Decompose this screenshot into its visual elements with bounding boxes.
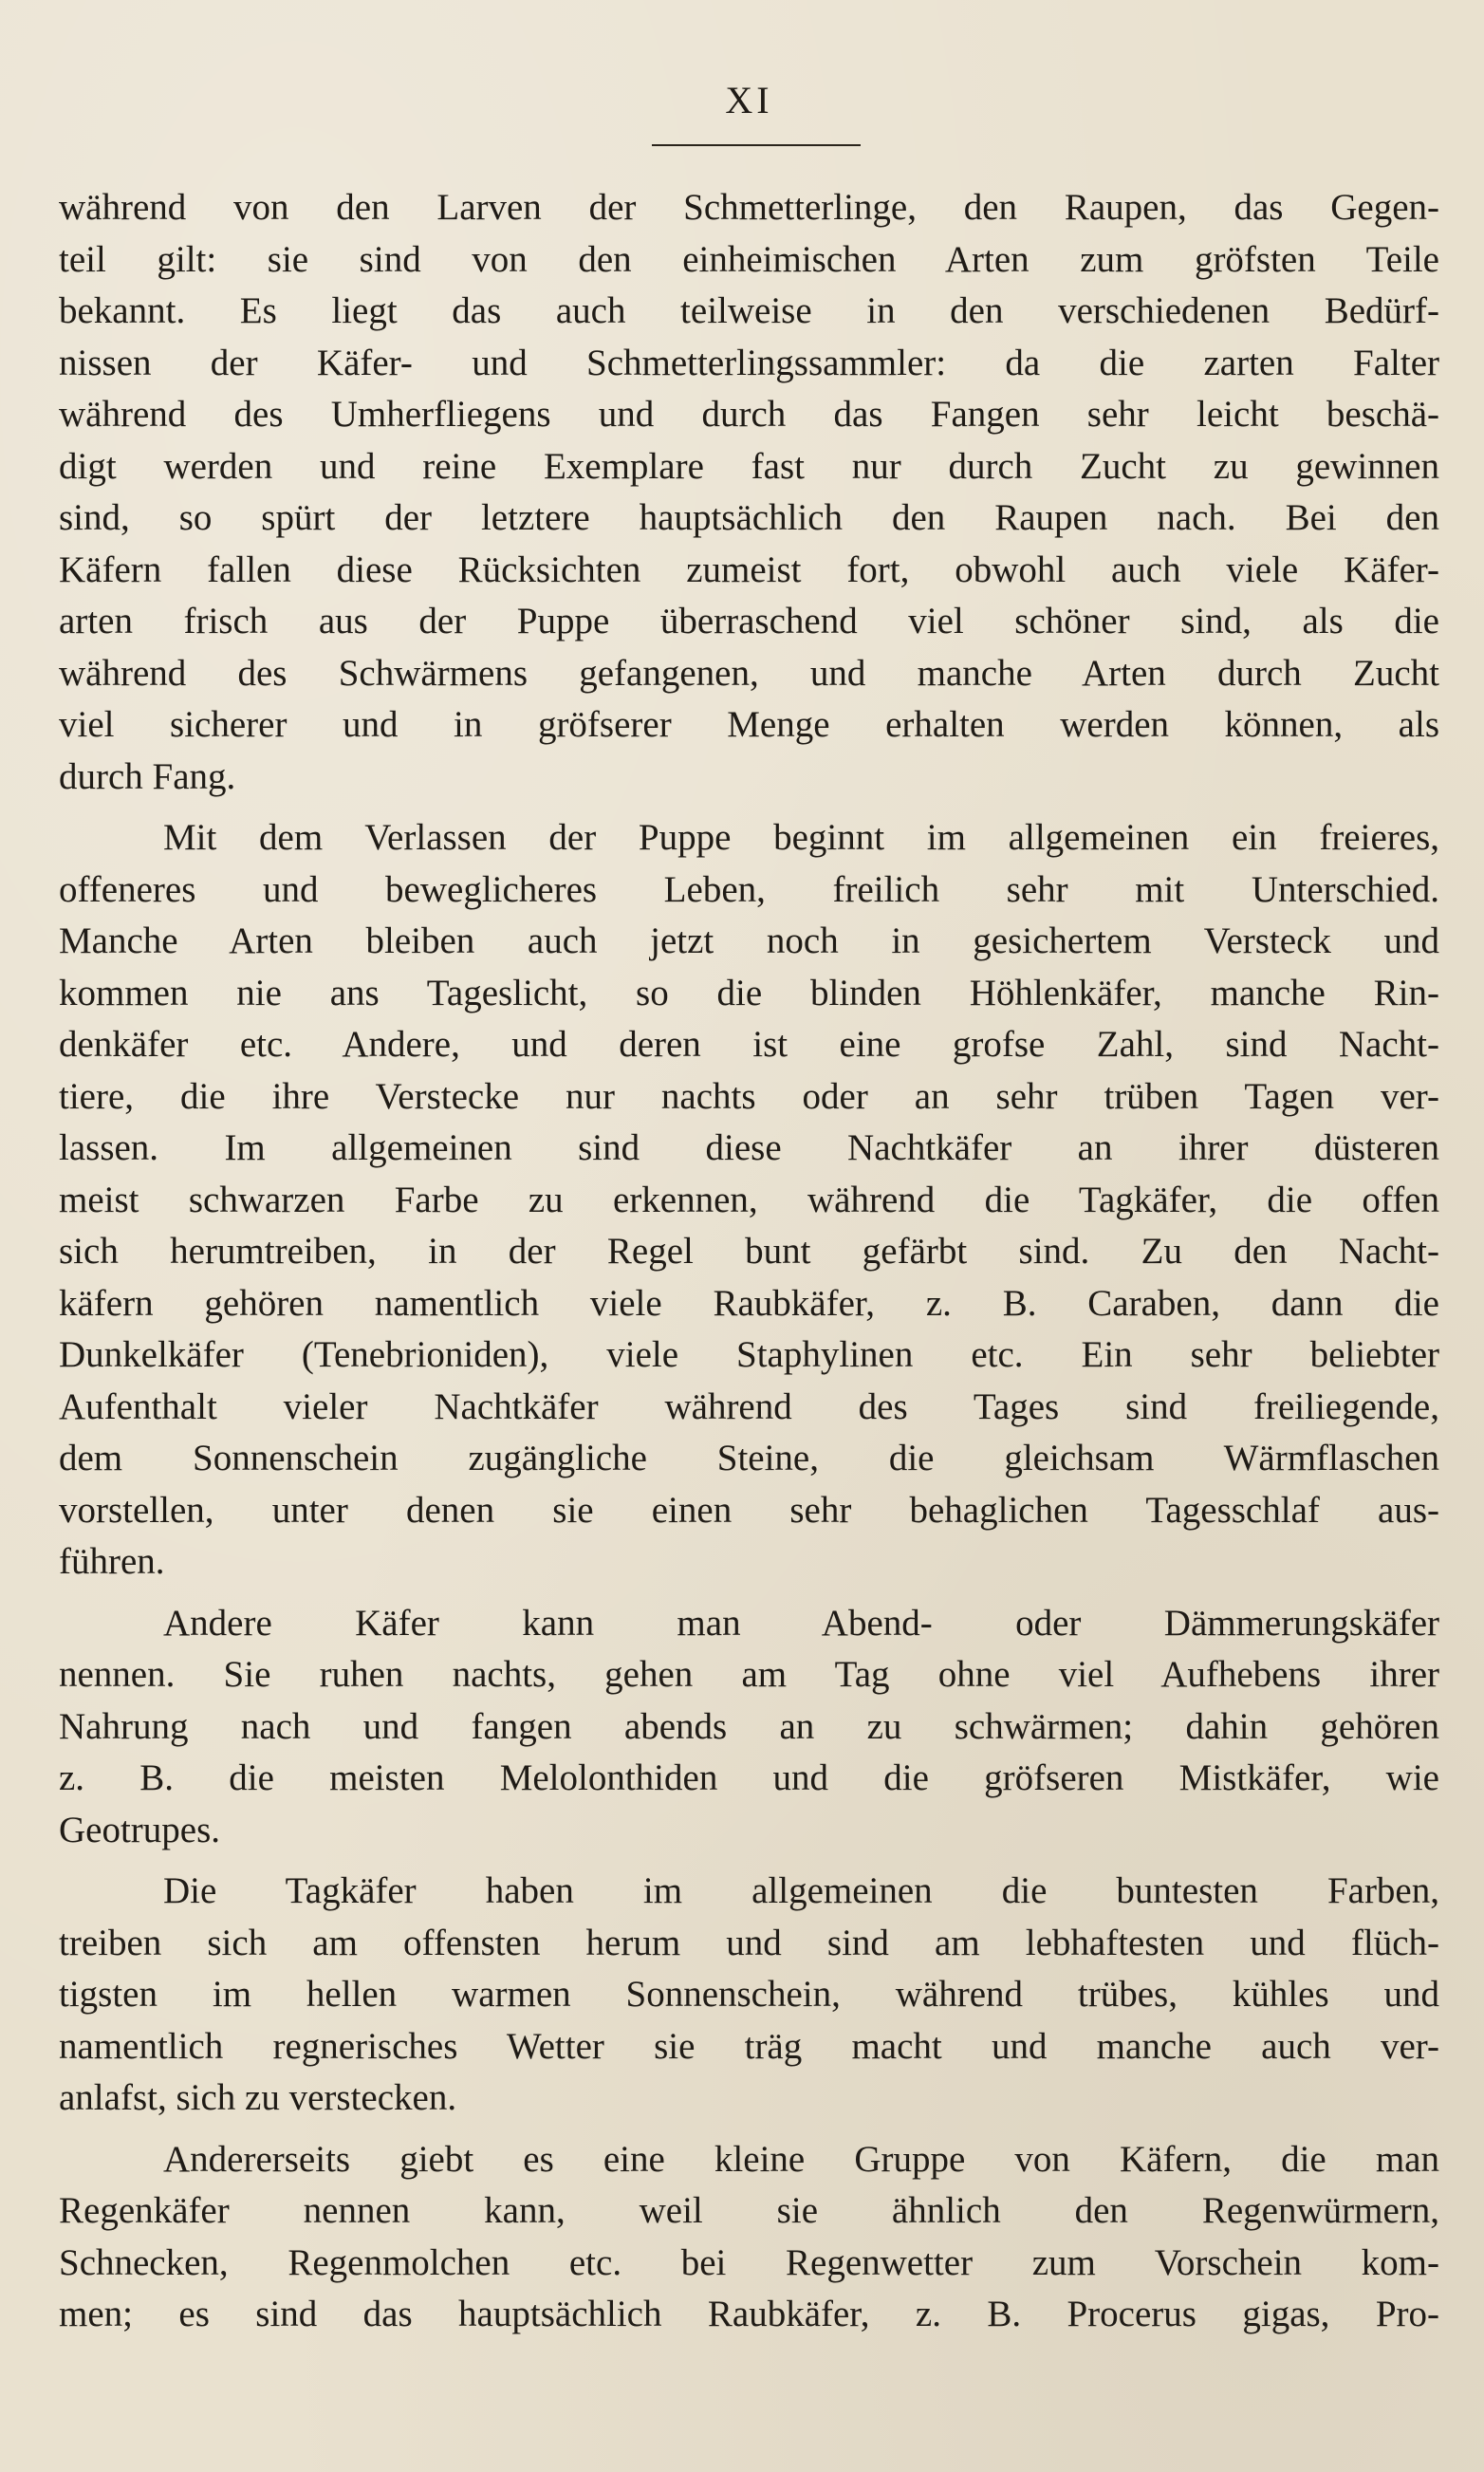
text-line: teil gilt: sie sind von den einheimischen Arten zum gröfsten Teile <box>59 238 1439 280</box>
text-line: namentlich regnerisches Wetter sie träg macht und manche auch ver- <box>59 2025 1439 2067</box>
text-line: während von den Larven der Schmetterlinge, den Raupen, das Gegen- <box>59 187 1439 228</box>
paragraph-3 <box>59 1598 1439 1857</box>
text-line: denkäfer etc. Andere, und deren ist eine grofse Zahl, sind Nacht- <box>59 1024 1439 1065</box>
text-body <box>59 182 1439 2341</box>
text-line: führen. <box>59 1541 165 1582</box>
text-line: nissen der Käfer- und Schmetterlingssammler: da die zarten Falter <box>59 342 1439 383</box>
text-line: offeneres und beweglicheres Leben, freilich sehr mit Unterschied. <box>59 868 1439 910</box>
text-line: dem Sonnenschein zugängliche Steine, die gleichsam Wärmflaschen <box>59 1438 1439 1478</box>
text-line: Mit dem Verlassen der Puppe beginnt im allgemeinen ein freieres, <box>163 817 1439 858</box>
book-page <box>59 76 1439 2429</box>
text-line: Dunkelkäfer (Tenebrioniden), viele Staphylinen etc. Ein sehr beliebter <box>59 1334 1439 1375</box>
text-line: anlafst, sich zu verstecken. <box>59 2077 457 2118</box>
text-line: digt werden und reine Exemplare fast nur durch Zucht zu gewinnen <box>59 445 1439 487</box>
paragraph-5 <box>59 2134 1439 2341</box>
text-line: sich herumtreiben, in der Regel bunt gefärbt sind. Zu den Nacht- <box>59 1231 1439 1272</box>
paragraph-4 <box>59 1866 1439 2125</box>
paragraph-2 <box>59 812 1439 1589</box>
text-line: Schnecken, Regenmolchen etc. bei Regenwetter zum Vorschein kom- <box>59 2241 1439 2283</box>
text-line: men; es sind das hauptsächlich Raubkäfer, z. B. Procerus gigas, Pro- <box>59 2294 1439 2334</box>
text-line: Manche Arten bleiben auch jetzt noch in gesichertem Versteck und <box>59 920 1439 961</box>
text-line: nennen. Sie ruhen nachts, gehen am Tag ohne viel Aufhebens ihrer <box>59 1654 1439 1695</box>
text-line: käfern gehören namentlich viele Raubkäfer, z. B. Caraben, dann die <box>59 1282 1439 1324</box>
text-line: Geotrupes. <box>59 1809 221 1850</box>
text-line: z. B. die meisten Melolonthiden und die gröfseren Mistkäfer, wie <box>59 1757 1439 1798</box>
text-line: Aufenthalt vieler Nachtkäfer während des Tages sind freiliegende, <box>59 1385 1439 1427</box>
text-line: tigsten im hellen warmen Sonnenschein, während trübes, kühles und <box>59 1974 1439 2015</box>
text-line: treiben sich am offensten herum und sind am lebhaftesten und flüch- <box>59 1922 1439 1963</box>
page-number: XI <box>725 79 773 121</box>
text-line: meist schwarzen Farbe zu erkennen, während die Tagkäfer, die offen <box>59 1179 1439 1220</box>
paragraph-1 <box>59 182 1439 803</box>
header-rule <box>652 144 861 146</box>
text-line: lassen. Im allgemeinen sind diese Nachtkäfer an ihrer düsteren <box>59 1127 1439 1168</box>
text-line: Andererseits giebt es eine kleine Gruppe von Käfern, die man <box>163 2138 1439 2180</box>
text-line: während des Schwärmens gefangenen, und manche Arten durch Zucht <box>59 652 1439 694</box>
text-line: sind, so spürt der letztere hauptsächlich den Raupen nach. Bei den <box>59 497 1439 538</box>
text-line: bekannt. Es liegt das auch teilweise in den verschiedenen Bedürf- <box>59 290 1439 331</box>
text-line: viel sicherer und in gröfserer Menge erhalten werden können, als <box>59 704 1439 745</box>
text-line: tiere, die ihre Verstecke nur nachts oder an sehr trüben Tagen ver- <box>59 1075 1439 1117</box>
text-line: Andere Käfer kann man Abend- oder Dämmerungskäfer <box>163 1602 1439 1644</box>
text-line: Die Tagkäfer haben im allgemeinen die buntesten Farben, <box>163 1870 1439 1911</box>
text-line: Regenkäfer nennen kann, weil sie ähnlich den Regenwürmern, <box>59 2190 1439 2231</box>
text-line: durch Fang. <box>59 755 236 797</box>
text-line: kommen nie ans Tageslicht, so die blinden Höhlenkäfer, manche Rin- <box>59 972 1439 1013</box>
text-line: arten frisch aus der Puppe überraschend viel schöner sind, als die <box>59 601 1439 641</box>
text-line: Käfern fallen diese Rücksichten zumeist fort, obwohl auch viele Käfer- <box>59 548 1439 590</box>
text-line: vorstellen, unter denen sie einen sehr behaglichen Tagesschlaf aus- <box>59 1489 1439 1531</box>
text-line: Nahrung nach und fangen abends an zu schwärmen; dahin gehören <box>59 1705 1439 1747</box>
page-header <box>59 76 1439 144</box>
text-line: während des Umherfliegens und durch das Fangen sehr leicht beschä- <box>59 394 1439 435</box>
